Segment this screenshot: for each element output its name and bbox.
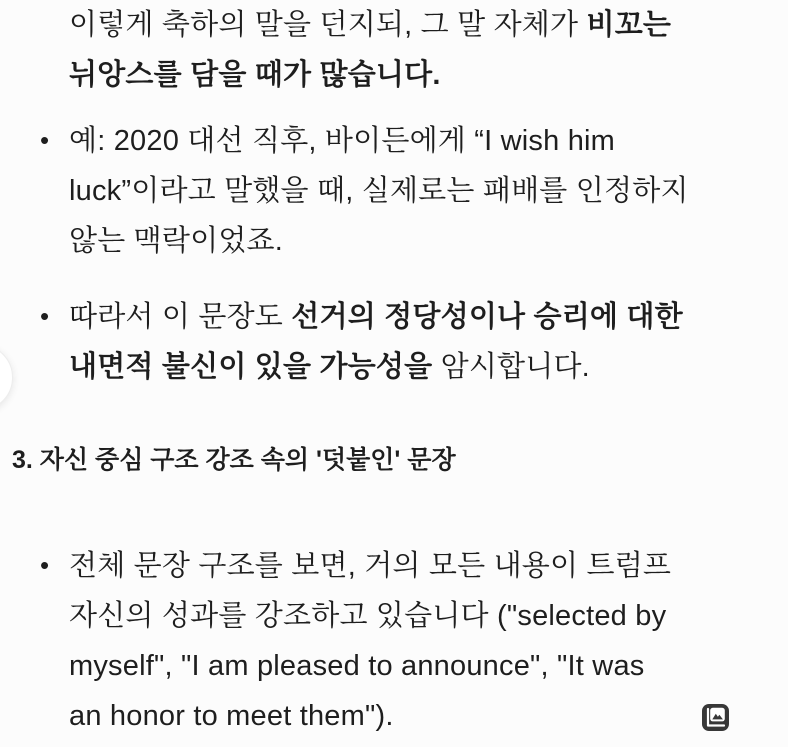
text-segment: myself", "I am pleased to announce", "It was — [69, 650, 645, 682]
text-line — [69, 116, 788, 166]
image-gallery-button[interactable] — [701, 703, 730, 732]
section-heading — [0, 439, 788, 489]
image-gallery-icon — [701, 703, 730, 732]
text-line — [69, 541, 788, 591]
text-segment: 자신의 성과를 강조하고 있습니다 ("selected by — [69, 600, 667, 632]
bullet-marker: • — [40, 125, 50, 155]
text-line — [69, 691, 788, 741]
text-segment: 따라서 이 문장도 — [69, 301, 292, 333]
text-line — [69, 641, 788, 691]
text-segment: 비꼬는 — [586, 9, 672, 41]
text-line — [69, 166, 788, 216]
list-item — [0, 116, 788, 266]
text-segment: luck”이라고 말했을 때, 실제로는 패배를 인정하지 — [69, 175, 689, 207]
text-segment: 3. 자신 중심 구조 강조 속의 '덧붙인' 문장 — [12, 446, 456, 474]
list-item — [0, 541, 788, 741]
text-segment: 전체 문장 구조를 보면, 거의 모든 내용이 트럼프 — [69, 550, 672, 582]
text-line — [69, 342, 788, 392]
text-segment: 암시합니다. — [432, 351, 590, 383]
text-segment: 내면적 불신이 있을 가능성을 — [69, 351, 433, 383]
text-segment: 이렇게 축하의 말을 던지되, 그 말 자체가 — [69, 9, 587, 41]
text-line — [69, 50, 788, 100]
bullet-marker: • — [40, 550, 50, 580]
text-segment: 않는 맥락이었죠. — [69, 225, 284, 257]
text-segment: an honor to meet them"). — [69, 700, 394, 732]
paragraph-continuation — [0, 0, 788, 100]
text-line — [69, 591, 788, 641]
text-segment: 선거의 정당성이나 승리에 대한 — [291, 301, 683, 333]
text-line — [69, 292, 788, 342]
bullet-marker: • — [40, 301, 50, 331]
text-segment: 뉘앙스를 담을 때가 많습니다. — [69, 59, 441, 91]
text-line — [69, 216, 788, 266]
text-segment: 예: 2020 대선 직후, 바이든에게 “I wish him — [69, 125, 616, 157]
list-item — [0, 292, 788, 392]
text-line — [12, 439, 788, 489]
text-line — [69, 0, 788, 50]
